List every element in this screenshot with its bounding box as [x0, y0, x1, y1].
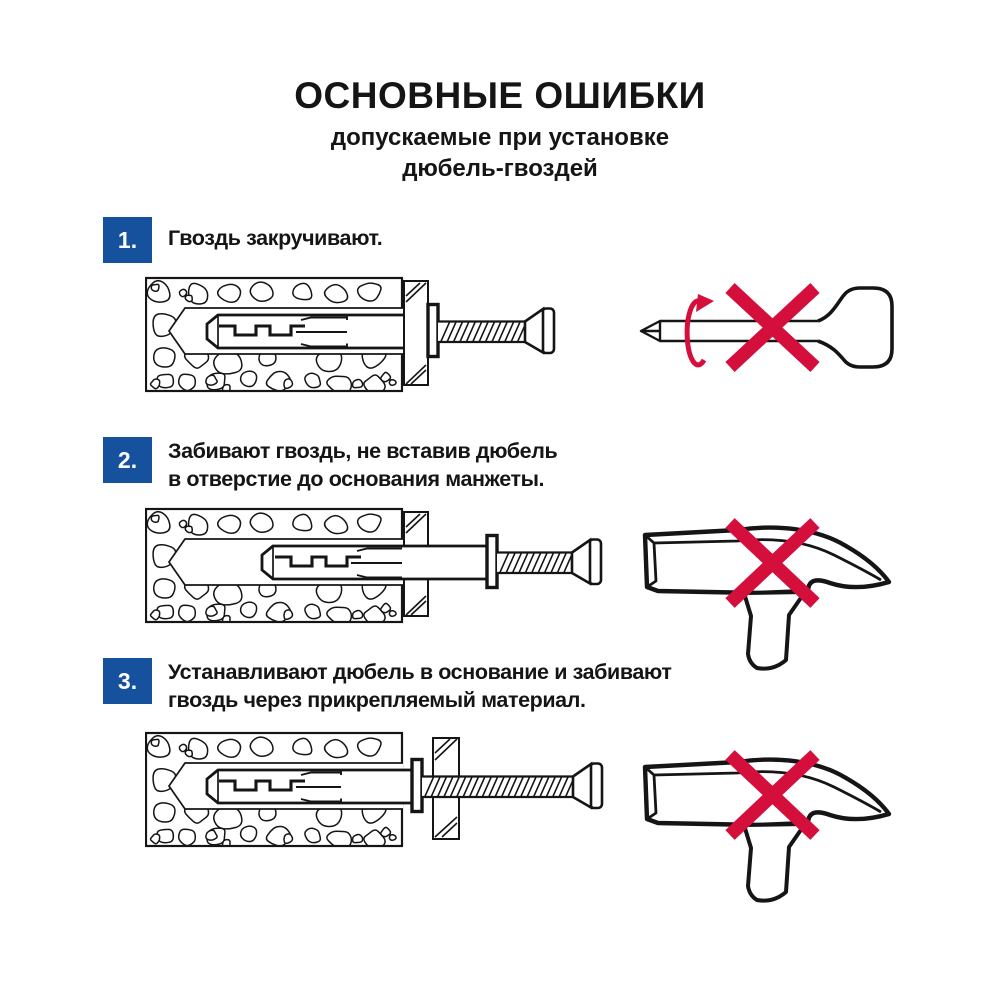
item-number-badge: [103, 437, 152, 483]
hammer-handle: [744, 592, 805, 669]
item-text: [168, 437, 557, 493]
item-number: 1.: [117, 226, 138, 253]
dowel-in-wall-nail-through-material-diagram: [145, 727, 605, 859]
item-text-line: гвоздь через прикрепляемый материал.: [168, 688, 586, 712]
hammer-icon: [638, 735, 900, 903]
item-text-line: Забивают гвоздь, не вставив дюбель: [168, 439, 558, 463]
subtitle-line-1: допускаемые при установке: [330, 124, 670, 151]
page-title: ОСНОВНЫЕ ОШИБКИ: [294, 75, 706, 116]
item-number: 2.: [117, 446, 138, 473]
hammer-icon: [638, 503, 900, 671]
dowel-collar: [487, 536, 497, 588]
dowel: [207, 315, 428, 348]
item-text: [168, 658, 671, 714]
dowel-collar: [428, 305, 438, 357]
item-text-line: Устанавливают дюбель в основание и забивают: [168, 660, 672, 684]
dowel-nail-not-fully-inserted-diagram: [145, 503, 605, 635]
item-number-badge: [103, 217, 152, 263]
red-cross-icon: [730, 288, 815, 367]
screwdriver-handle: [818, 288, 892, 367]
subtitle-line-2: дюбель-гвоздей: [402, 155, 598, 182]
nail-screw: [438, 309, 554, 354]
hammer-handle: [744, 824, 805, 901]
dowel: [262, 546, 487, 579]
dowel-collar: [412, 760, 422, 812]
item-text: [168, 224, 382, 252]
rotation-arrow-icon: [687, 294, 714, 365]
dowel: [207, 770, 412, 803]
item-text-line: в отверстие до основания манжеты.: [168, 467, 545, 491]
screwdriver-icon: [638, 272, 900, 384]
item-text-line: Гвоздь закручивают.: [168, 226, 383, 250]
item-number-badge: [103, 658, 152, 704]
item-number: 3.: [117, 667, 138, 694]
page-subtitle: [0, 122, 1000, 184]
dowel-nail-flush-in-wall-diagram: [145, 272, 605, 404]
nail-screw: [497, 540, 601, 585]
